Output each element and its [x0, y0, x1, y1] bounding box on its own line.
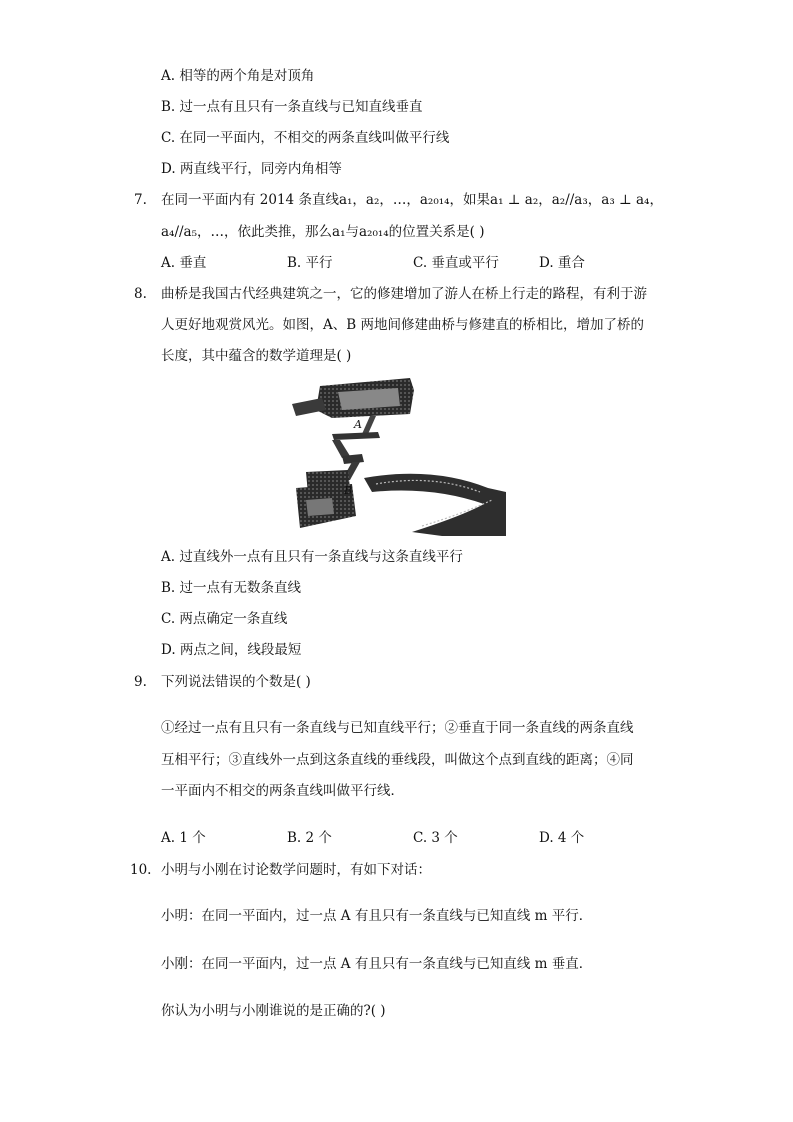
- q9-option-b: B. 2 个: [287, 830, 332, 846]
- q7-options: [0, 253, 793, 273]
- q8-number: 8.: [134, 286, 147, 302]
- q9-statements-line3: 一平面内不相交的两条直线叫做平行线．: [161, 783, 404, 799]
- q9-options: [0, 828, 793, 848]
- q9-option-c: C. 3 个: [413, 830, 458, 846]
- q8-option-c: C. 两点确定一条直线: [161, 611, 288, 627]
- q8-option-a: A. 过直线外一点有且只有一条直线与这条直线平行: [161, 549, 463, 565]
- q10-xiaoming-statement: 小明：在同一平面内，过一点 A 有且只有一条直线与已知直线 m 平行．: [161, 908, 593, 924]
- q7-stem-line1: 在同一平面内有 2014 条直线a₁，a₂，…，a₂₀₁₄，如果a₁ ⊥ a₂，a₂//a₃，a₃ ⊥ a₄，: [161, 192, 663, 208]
- q9-stem: 下列说法错误的个数是( ): [161, 674, 311, 690]
- q6-option-c: C. 在同一平面内，不相交的两条直线叫做平行线: [161, 130, 450, 146]
- q10-number: 10.: [130, 862, 152, 878]
- q9-option-d: D. 4 个: [539, 830, 585, 846]
- q6-option-a: A. 相等的两个角是对顶角: [161, 68, 315, 84]
- q10-stem: 小明与小刚在讨论数学问题时，有如下对话：: [161, 862, 431, 878]
- zigzag-bridge-figure: [292, 376, 507, 536]
- bridge-segment: [332, 440, 350, 458]
- point-a-label: A: [354, 418, 362, 431]
- q10-question: 你认为小明与小刚谁说的是正确的?( ): [161, 1003, 386, 1019]
- point-b-label: B: [344, 484, 353, 497]
- q7-stem-line2: a₄//a₅，…，依此类推，那么a₁与a₂₀₁₄的位置关系是( ): [161, 224, 485, 240]
- q7-number: 7.: [134, 192, 147, 208]
- q7-option-c: C. 垂直或平行: [413, 255, 499, 271]
- q8-stem-line3: 长度，其中蕴含的数学道理是( ): [161, 348, 352, 364]
- q10-xiaogang-statement: 小刚：在同一平面内，过一点 A 有且只有一条直线与已知直线 m 垂直．: [161, 956, 593, 972]
- q6-option-b: B. 过一点有且只有一条直线与已知直线垂直: [161, 99, 423, 115]
- q9-number: 9.: [134, 674, 147, 690]
- bridge-segment: [362, 416, 376, 434]
- q6-option-d: D. 两直线平行，同旁内角相等: [161, 161, 342, 177]
- bridge-segment: [332, 432, 380, 440]
- q9-statements-line2: 互相平行；③直线外一点到这条直线的垂线段，叫做这个点到直线的距离；④同: [161, 752, 634, 768]
- q8-option-d: D. 两点之间，线段最短: [161, 642, 302, 658]
- q7-option-b: B. 平行: [287, 255, 333, 271]
- q8-option-b: B. 过一点有无数条直线: [161, 580, 302, 596]
- q8-stem-line1: 曲桥是我国古代经典建筑之一，它的修建增加了游人在桥上行走的路程，有利于游: [161, 286, 647, 302]
- q9-statements-line1: ①经过一点有且只有一条直线与已知直线平行；②垂直于同一条直线的两条直线: [161, 720, 634, 736]
- q7-option-d: D. 重合: [539, 255, 585, 271]
- q8-stem-line2: 人更好地观赏风光。如图，A、B 两地间修建曲桥与修建直的桥相比，增加了桥的: [161, 317, 644, 333]
- q9-option-a: A. 1 个: [161, 830, 206, 846]
- q7-option-a: A. 垂直: [161, 255, 207, 271]
